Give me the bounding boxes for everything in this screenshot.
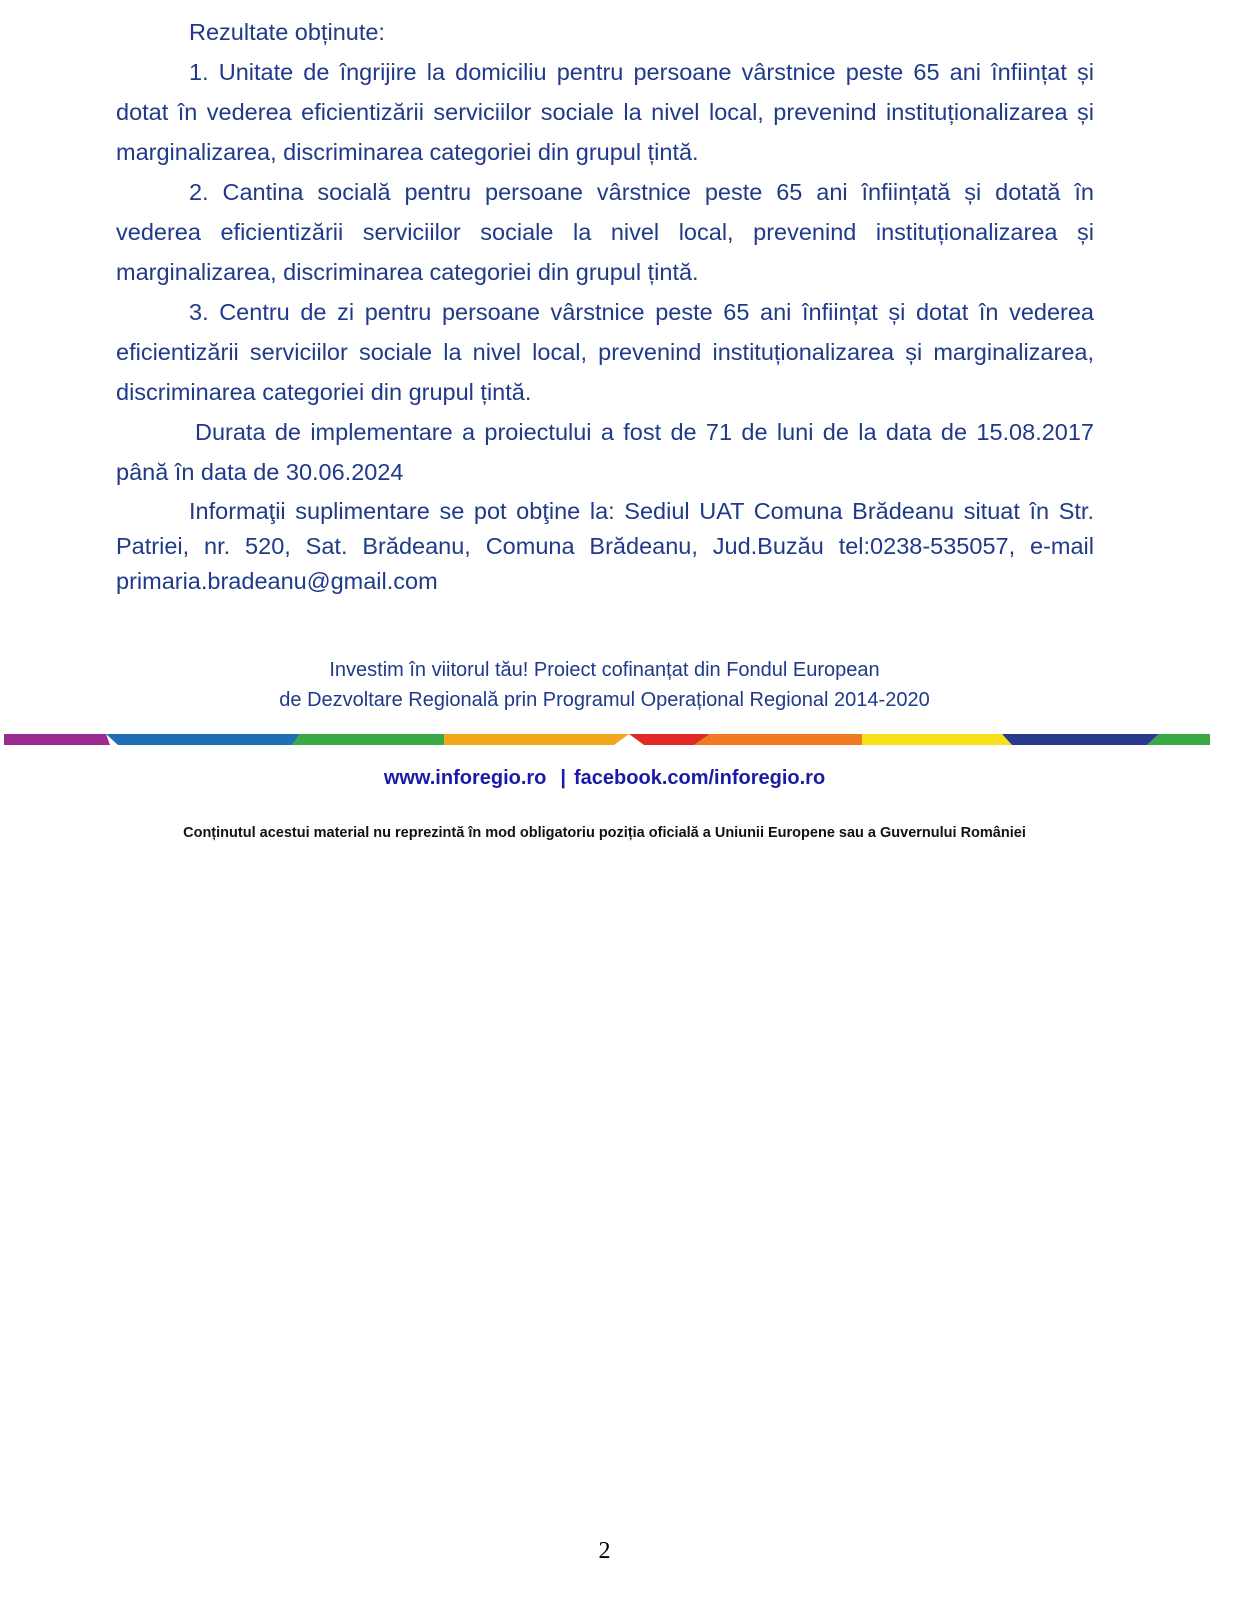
strip-segment-blue: [106, 734, 300, 745]
cofinancing-line-2: de Dezvoltare Regională prin Programul Operațional Regional 2014-2020: [279, 689, 930, 711]
facebook-link[interactable]: facebook.com/inforegio.ro: [574, 767, 826, 789]
link-separator: |: [560, 767, 567, 789]
implementation-duration: Durata de implementare a proiectului a fost de 71 de luni de la data de 15.08.2017 până în data de 30.06.2024: [116, 419, 1094, 485]
results-heading: Rezultate obținute:: [189, 19, 385, 45]
strip-segment-orange: [694, 734, 862, 745]
color-strip-graphic: [4, 734, 1210, 745]
strip-segment-green: [292, 734, 444, 745]
strip-segment-purple: [4, 734, 110, 745]
website-link[interactable]: www.inforegio.ro: [383, 767, 547, 789]
result-item-1: 1. Unitate de îngrijire la domiciliu pentru persoane vârstnice peste 65 ani înființat și dotat în vederea eficientizării serviciilor sociale la nivel local, prevenind instituționalizarea și marginalizarea, discriminarea categoriei din grupul țintă.: [116, 59, 1094, 165]
document-body: [116, 12, 1094, 599]
strip-segment-navy: [1002, 734, 1159, 745]
result-item-3: 3. Centru de zi pentru persoane vârstnice peste 65 ani înființat și dotat în vederea eficientizării serviciilor sociale la nivel local, prevenind instituționalizarea și marginalizarea, discriminarea categoriei din grupul țintă.: [116, 299, 1094, 405]
contact-information: Informaţii suplimentare se pot obţine la: Sediul UAT Comuna Brădeanu situat în Str. Patriei, nr. 520, Sat. Brădeanu, Comuna Brădeanu, Jud.Buzău tel:0238-535057, e-mail primaria.bradeanu@gmail.com: [116, 498, 1094, 594]
cofinancing-line-1: Investim în viitorul tău! Proiect cofinanțat din Fondul European: [329, 659, 880, 681]
eu-disclaimer: Conținutul acestui material nu reprezintă în mod obligatoriu poziția oficială a Uniunii Europene sau a Guvernului României: [183, 825, 1026, 841]
cofinancing-statement: [0, 655, 1209, 715]
strip-segment-orange-yellow: [444, 734, 629, 745]
web-links: [0, 763, 1209, 793]
strip-segment-yellow: [862, 734, 1012, 745]
result-item-2: 2. Cantina socială pentru persoane vârstnice peste 65 ani înființată și dotată în vederea eficientizării serviciilor sociale la nivel local, prevenind instituționalizarea și marginalizarea, discriminarea categoriei din grupul țintă.: [116, 179, 1094, 285]
page-number: 2: [598, 1538, 611, 1564]
regio-color-strip: [4, 734, 1210, 745]
